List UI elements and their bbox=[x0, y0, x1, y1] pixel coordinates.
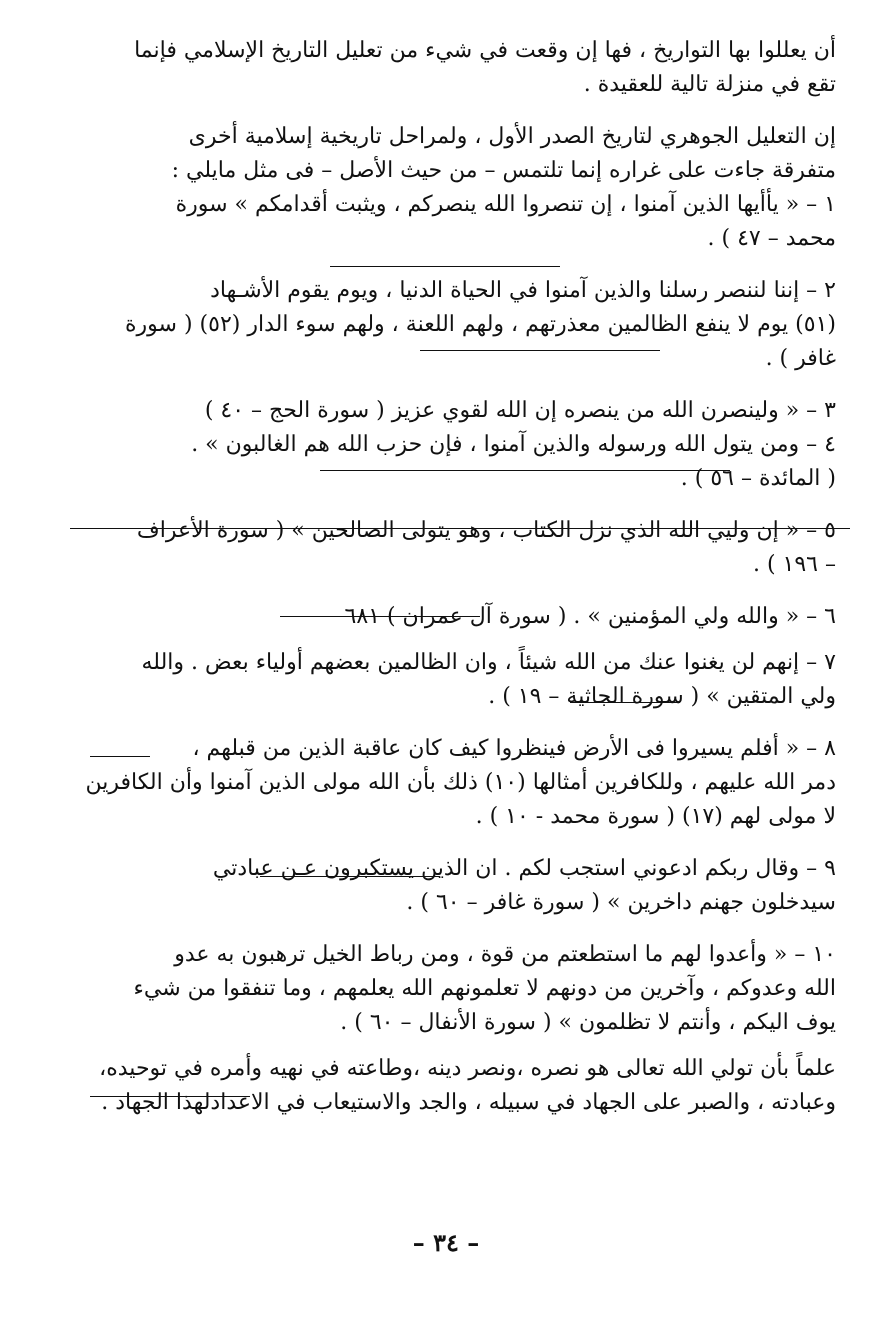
text-line: – ١٩٦ ) . bbox=[752, 552, 836, 577]
text-line: محمد – ٤٧ ) . bbox=[707, 226, 836, 251]
text-line: ( المائدة – ٥٦ ) . bbox=[680, 466, 836, 491]
underline-mark bbox=[90, 756, 150, 757]
underline-mark bbox=[420, 350, 660, 351]
verse-item-3: ٣ – « ولينصرن الله من ينصره إن الله لقوي عزيز ( سورة الحج – ٤٠ ) bbox=[204, 398, 836, 423]
text-line: لا مولى لهم (١٧) ( سورة محمد - ١٠ ) . bbox=[475, 804, 836, 829]
underline-mark bbox=[330, 266, 560, 267]
verse-item-9 bbox=[80, 852, 836, 920]
text-line: ولي المتقين » ( سورة الجاثية – ١٩ ) . bbox=[488, 684, 836, 709]
text-line: يوف اليكم ، وأنتم لا تظلمون » ( سورة الأنفال – ٦٠ ) . bbox=[340, 1010, 836, 1035]
text-line: أن يعللوا بها التواريخ ، فها إن وقعت في شيء من تعليل التاريخ الإسلامي فإنما bbox=[134, 38, 836, 63]
text-line: علماً بأن تولي الله تعالى هو نصره ،ونصر دينه ،وطاعته في نهيه وأمره في توحيده، bbox=[99, 1056, 836, 1081]
underline-mark bbox=[260, 876, 440, 877]
text-line: ٨ – « أفلم يسيروا فى الأرض فينظروا كيف كان عاقبة الذين من قبلهم ، bbox=[192, 736, 836, 761]
text-line: (٥١) يوم لا ينفع الظالمين معذرتهم ، ولهم اللعنة ، ولهم سوء الدار (٥٢) ( سورة bbox=[125, 312, 836, 337]
verse-items-3-4 bbox=[80, 394, 836, 496]
paragraph-essential-explanation bbox=[80, 120, 836, 256]
text-line: ٧ – إنهم لن يغنوا عنك من الله شيئاً ، وان الظالمين بعضهم أولياء بعض . والله bbox=[141, 650, 836, 675]
text-line: ٦ – « والله ولي المؤمنين » . ( سورة آل عمران ) ٦٨١ bbox=[344, 604, 836, 629]
underline-mark bbox=[90, 1096, 250, 1097]
verse-item-4: ٤ – ومن يتول الله ورسوله والذين آمنوا ، فإن حزب الله هم الغالبون » . bbox=[191, 432, 836, 457]
text-line: ٥ – « إن وليي الله الذي نزل الكتاب ، وهو يتولى الصالحين » ( سورة الأعراف bbox=[136, 518, 836, 543]
verse-item-1: ١ – « يأأيها الذين آمنوا ، إن تنصروا الله ينصركم ، ويثبت أقدامكم » سورة bbox=[175, 192, 836, 217]
verse-item-5 bbox=[80, 514, 836, 582]
text-line: دمر الله عليهم ، وللكافرين أمثالها (١٠) ذلك بأن الله مولى الذين آمنوا وأن الكافرين bbox=[85, 770, 836, 795]
underline-mark bbox=[570, 702, 680, 703]
text-line: سيدخلون جهنم داخرين » ( سورة غافر – ٦٠ ) . bbox=[406, 890, 836, 915]
verse-item-7 bbox=[80, 646, 836, 714]
text-line: غافر ) . bbox=[765, 346, 836, 371]
paragraph-conclusion bbox=[80, 1052, 836, 1120]
verse-item-2 bbox=[80, 274, 836, 376]
paragraph-intro-end bbox=[80, 34, 836, 102]
text-line: ٩ – وقال ربكم ادعوني استجب لكم . ان الذين يستكبرون عـن عبادتي bbox=[212, 856, 836, 881]
text-line: متفرقة جاءت على غراره إنما تلتمس – من حيث الأصل – فى مثل مايلي : bbox=[171, 158, 836, 183]
verse-item-6 bbox=[80, 600, 836, 634]
verse-item-10 bbox=[80, 938, 836, 1040]
text-line: تقع في منزلة تالية للعقيدة . bbox=[583, 72, 836, 97]
text-line: ٢ – إننا لننصر رسلنا والذين آمنوا في الحياة الدنيا ، ويوم يقوم الأشـهاد bbox=[210, 278, 836, 303]
page-number: – ٣٤ – bbox=[412, 1228, 480, 1257]
underline-mark bbox=[280, 616, 480, 617]
text-line: ١٠ – « وأعدوا لهم ما استطعتم من قوة ، ومن رباط الخيل ترهبون به عدو bbox=[174, 942, 836, 967]
underline-mark bbox=[70, 528, 850, 529]
text-line: الله وعدوكم ، وآخرين من دونهم لا تعلمونهم الله يعلمهم ، وما تنفقوا من شيء bbox=[133, 976, 836, 1001]
verse-item-8 bbox=[80, 732, 836, 834]
text-line: وعبادته ، والصبر على الجهاد في سبيله ، والجد والاستيعاب في الاعدادلهذا الجهاد . bbox=[101, 1090, 836, 1115]
underline-mark bbox=[320, 470, 730, 471]
text-line: إن التعليل الجوهري لتاريخ الصدر الأول ، ولمراحل تاريخية إسلامية أخرى bbox=[188, 124, 836, 149]
